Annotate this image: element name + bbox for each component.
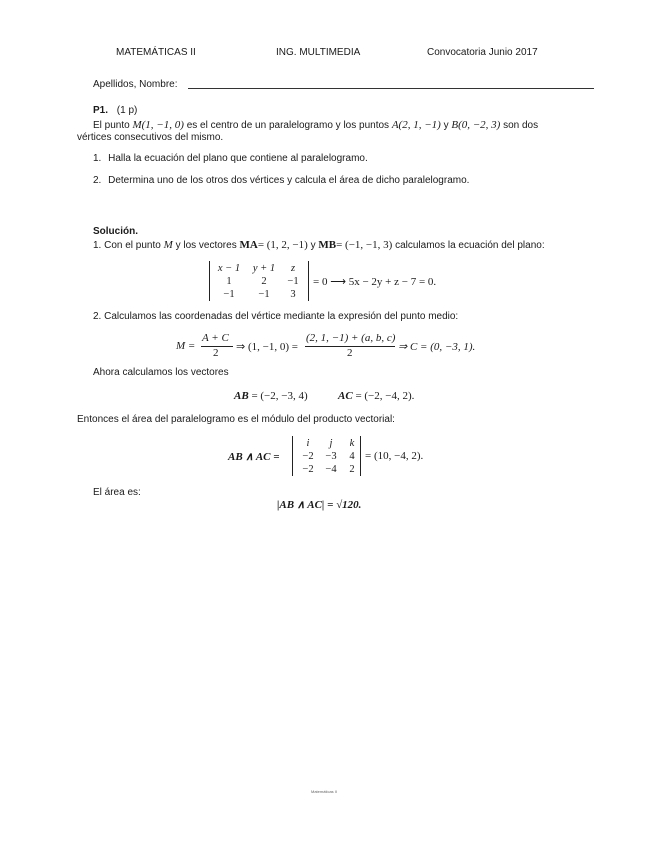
det-cell: −4 — [325, 464, 337, 475]
solution-part1-text — [93, 239, 545, 251]
vector-MA: MA — [239, 239, 258, 251]
cross-result: = (10, −4, 2). — [365, 450, 424, 462]
det-cell: −3 — [325, 451, 337, 462]
item-number: 2. — [93, 175, 102, 186]
vector-AB-value: = (−2, −3, 4) — [251, 390, 308, 402]
cross-lhs: AB ∧ AC = — [228, 451, 280, 463]
formula-lhs: M = — [176, 340, 196, 352]
item-number: 1. — [93, 153, 102, 164]
det-cell: x − 1 — [217, 263, 241, 274]
det-cell: y + 1 — [252, 263, 276, 274]
problem-item — [93, 175, 469, 186]
problem-points: (1 p) — [116, 105, 138, 116]
det-cell: −1 — [287, 276, 299, 287]
det-cell: j — [329, 438, 333, 449]
vector-AB: AB — [234, 390, 249, 402]
text: 1. Con el punto — [93, 240, 161, 251]
statement-text: y — [443, 120, 449, 131]
formula-middle: ⇒ (1, −1, 0) = — [236, 341, 298, 353]
fraction-numerator: A + C — [202, 332, 229, 344]
header-session: Convocatoria Junio 2017 — [427, 47, 538, 58]
vector-AC-line — [338, 390, 414, 402]
formula-result: ⇒ C = (0, −3, 1). — [398, 341, 476, 353]
statement-text: es el centro de un paralelogramo y los puntos — [186, 120, 390, 131]
vector-MB: MB — [318, 239, 337, 251]
name-label: Apellidos, Nombre: — [93, 79, 178, 90]
vector-MA-value: = (1, 2, −1) — [257, 239, 308, 251]
item-text: Determina uno de los otros dos vértices y calcula el área de dicho paralelogramo. — [108, 175, 470, 186]
footer-text: Matemáticas II — [311, 789, 338, 794]
solution-part4-text: Entonces el área del paralelogramo es el módulo del producto vectorial: — [77, 414, 395, 425]
problem-id: P1. — [93, 105, 109, 116]
header-degree: ING. MULTIMEDIA — [276, 47, 361, 58]
problem-statement-line1 — [93, 119, 538, 131]
text: calculamos la ecuación del plano: — [395, 240, 545, 251]
point-B: B(0, −2, 3) — [451, 119, 501, 131]
vector-AC-value: = (−2, −4, 2). — [355, 390, 415, 402]
vector-AC: AC — [338, 390, 353, 402]
det-cell: 4 — [349, 451, 355, 462]
solution-part3-text: Ahora calculamos los vectores — [93, 367, 229, 378]
det-cell: −2 — [302, 464, 314, 475]
det-cell: −1 — [223, 289, 235, 300]
det-cell: i — [306, 438, 310, 449]
text: y los vectores — [175, 240, 237, 251]
det-cell: −2 — [302, 451, 314, 462]
area-result: |AB ∧ AC| = √120. — [277, 499, 362, 511]
problem-item — [93, 153, 368, 164]
problem-statement-line2: vértices consecutivos del mismo. — [77, 132, 224, 143]
solution-title: Solución. — [93, 226, 138, 237]
det-cell: −1 — [258, 289, 270, 300]
det-cell: z — [290, 263, 296, 274]
statement-text: El punto — [93, 120, 130, 131]
problem-heading — [93, 105, 137, 116]
point-A: A(2, 1, −1) — [391, 119, 441, 131]
statement-text: son dos — [503, 120, 539, 131]
solution-part5-text: El área es: — [93, 487, 141, 498]
det-cell: 1 — [226, 276, 232, 287]
item-text: Halla la ecuación del plano que contiene al paralelogramo. — [108, 153, 368, 164]
fraction-denominator: 2 — [213, 347, 219, 359]
det-cell: 2 — [261, 276, 267, 287]
fraction-denominator: 2 — [347, 347, 353, 359]
vector-AB-line — [234, 390, 308, 402]
name-field-line[interactable] — [188, 88, 594, 89]
text: y — [310, 240, 316, 251]
point-M: M(1, −1, 0) — [132, 119, 184, 131]
vector-MB-value: = (−1, −1, 3) — [336, 239, 393, 251]
det-cell: 3 — [290, 289, 296, 300]
header-subject: MATEMÁTICAS II — [116, 47, 196, 58]
solution-part2-text: 2. Calculamos las coordenadas del vértice mediante la expresión del punto medio: — [93, 311, 459, 322]
det-cell: k — [349, 438, 355, 449]
det-cell: 2 — [349, 464, 355, 475]
plane-equation: = 0 ⟶ 5x − 2y + z − 7 = 0. — [313, 276, 437, 288]
point-M: M — [163, 239, 173, 251]
fraction-numerator: (2, 1, −1) + (a, b, c) — [306, 332, 396, 344]
